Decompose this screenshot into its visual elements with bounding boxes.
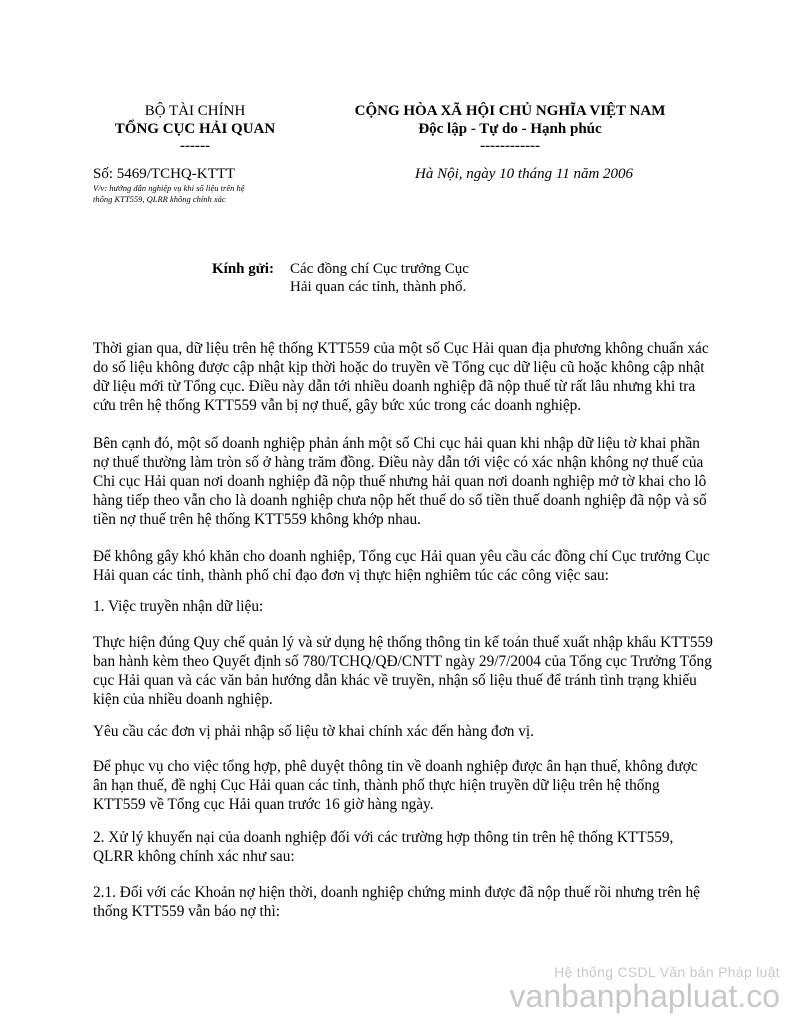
watermark-site: vanbanphapluat.co — [509, 978, 780, 1014]
motto: Độc lập - Tự do - Hạnh phúc — [418, 121, 602, 137]
country-name: CỘNG HÒA XÃ HỘI CHỦ NGHĨA VIỆT NAM — [354, 103, 666, 119]
right-divider: ------------ — [480, 138, 540, 154]
left-divider: ------ — [180, 138, 210, 154]
recipient-label: Kính gửi: — [212, 261, 274, 277]
watermark-tagline: Hệ thống CSDL Văn bản Pháp luật — [554, 964, 780, 980]
document-subject-line-2: thống KTT559, QLRR không chính xác — [93, 194, 226, 204]
document-number: Số: 5469/TCHQ-KTTT — [93, 166, 236, 182]
section-heading-1: 1. Việc truyền nhận dữ liệu: — [93, 598, 264, 615]
paragraph-4: Thực hiện đúng Quy chế quản lý và sử dụng hệ thống thông tin kế toán thuế xuất nhập khẩu KTT559 ban hành kèm theo Quyết định số 780/TCHQ/QĐ/CNTT ngày 29/7/2004 của Tổng cục Trưởng Tổng cục Hải quan và các văn bản hướng dẫn khác về truyền, nhận số liệu thuế để tránh tình trạng khiếu kiện của nhiều doanh nghiệp. — [93, 634, 713, 708]
paragraph-2: Bên cạnh đó, một số doanh nghiệp phản ánh một số Chi cục hải quan khi nhập dữ liệu tờ khai phần nợ thuế thường làm tròn số ở hàng trăm đồng. Điều này dẫn tới việc có xác nhận không nợ thuế của Chi cục Hải quan nơi doanh nghiệp đã nộp thuế nhưng hải quan nơi doanh nghiệp mở tờ khai cho lô hàng tiếp theo vẫn cho là doanh nghiệp chưa nộp hết thuế do số tiền thuế doanh nghiệp đã nộp và số tiền nợ thuế trên hệ thống KTT559 không khớp nhau. — [93, 435, 707, 528]
recipient-line-2: Hải quan các tỉnh, thành phố. — [290, 279, 467, 295]
section-heading-2: 2. Xử lý khuyến nại của doanh nghiệp đối với các trường hợp thông tin trên hệ thống KTT559, QLRR không chính xác như sau: — [93, 829, 674, 865]
ministry-name: BỘ TÀI CHÍNH — [144, 103, 246, 119]
document-subject-line-1: V/v: hướng dẫn nghiệp vụ khi số liệu trên hệ — [93, 183, 245, 193]
paragraph-6: Để phục vụ cho việc tổng hợp, phê duyệt thông tin về doanh nghiệp được ân hạn thuế, không được ân hạn thuế, đề nghị Cục Hải quan các tỉnh, thành phố thực hiện truyền dữ liệu trên hệ thống KTT559 về Tổng cục Hải quan trước 16 giờ hàng ngày. — [93, 758, 698, 813]
paragraph-3: Để không gây khó khăn cho doanh nghiệp, Tổng cục Hải quan yêu cầu các đồng chí Cục trưởng Cục Hải quan các tỉnh, thành phố chỉ đạo đơn vị thực hiện nghiêm túc các công việc sau: — [93, 548, 710, 584]
department-name: TỔNG CỤC HẢI QUAN — [114, 121, 276, 137]
paragraph-1: Thời gian qua, dữ liệu trên hệ thống KTT559 của một số Cục Hải quan địa phương không chuẩn xác do số liệu không được cập nhật kịp thời hoặc do truyền về Tổng cục dữ liệu cũ hoặc không cập nhật dữ liệu mới từ Tổng cục. Điều này dẫn tới nhiều doanh nghiệp đã nộp thuế từ rất lâu nhưng khi tra cứu trên hệ thống KTT559 vẫn bị nợ thuế, gây bức xúc trong các doanh nghiệp. — [93, 340, 709, 414]
paragraph-5: Yêu cầu các đơn vị phải nhập số liệu tờ khai chính xác đến hàng đơn vị. — [93, 723, 534, 740]
recipient-line-1: Các đồng chí Cục trưởng Cục — [290, 261, 469, 277]
place-date: Hà Nội, ngày 10 tháng 11 năm 2006 — [415, 166, 634, 182]
paragraph-7: 2.1. Đối với các Khoản nợ hiện thời, doanh nghiệp chứng minh được đã nộp thuế rồi nhưng trên hệ thống KTT559 vẫn báo nợ thì: — [93, 884, 700, 920]
